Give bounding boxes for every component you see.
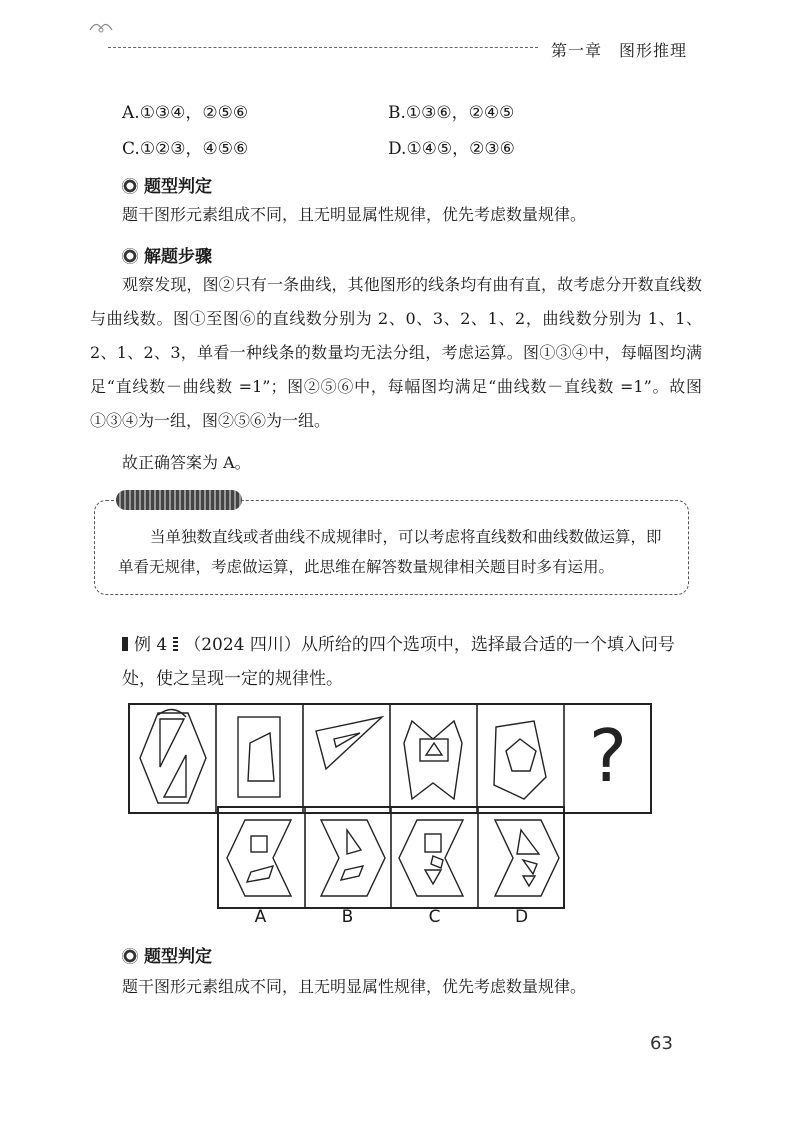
answer-figure-row	[217, 806, 565, 909]
example-marker-icon	[173, 637, 178, 651]
tip-text: 当单独数直线或者曲线不成规律时，可以考虑将直线数和曲线数做运算，即单看无规律，考虑做运算，此思维在解答数量规律相关题目时多有运用。	[118, 528, 662, 576]
section-heading-type	[122, 172, 212, 197]
chapter-title: 第一章 图形推理	[551, 41, 688, 60]
example-text: （2024 四川）从所给的四个选项中，选择最合适的一个填入问号处，使之呈现一定的规律性。	[122, 635, 675, 689]
question-figure-row	[128, 703, 652, 814]
section-title: 解题步骤	[144, 247, 212, 267]
steps-paragraph: 观察发现，图②只有一条曲线，其他图形的线条均有曲有直，故考虑分开数直线数与曲线数。图①至图⑥的直线数分别为 2、0、3、2、1、2，曲线数分别为 1、1、2、1、2、3，单看一种线条的数量均无法分组，考虑运算。图①③④中，每幅图均满足“直线数－曲线数 =1”；图②⑤⑥中，每幅图均满足“曲线数－直线数 =1”。故图①③④为一组，图②⑤⑥为一组。	[90, 275, 702, 430]
page-number: 63	[650, 1033, 673, 1054]
question-mark: ?	[588, 714, 628, 798]
question-figure-1	[140, 709, 206, 803]
option-value: ①③⑥，②④⑤	[405, 103, 515, 123]
tip-label-banner	[116, 490, 242, 510]
section-badge-icon	[122, 248, 138, 264]
option-b	[388, 98, 514, 123]
option-value: ①③④，②⑤⑥	[139, 103, 249, 123]
option-label: B.	[388, 103, 406, 123]
section-title: 题型判定	[144, 947, 212, 967]
section-title: 题型判定	[144, 177, 212, 197]
question-figure-3	[316, 717, 382, 769]
question-figure-4	[404, 721, 462, 799]
option-value: ①④⑤，②③⑥	[406, 139, 515, 159]
example-marker-icon	[122, 637, 128, 651]
type-text-2: 题干图形元素组成不同，且无明显属性规律，优先考虑数量规律。	[122, 977, 587, 996]
answer-text: 故正确答案为 A。	[122, 453, 251, 472]
option-label: C.	[122, 139, 140, 159]
option-label: A.	[122, 103, 140, 123]
option-label: D.	[388, 139, 407, 159]
section-badge-icon	[122, 948, 138, 964]
header-ornament-icon	[88, 18, 114, 36]
answer-figure-c	[399, 820, 463, 896]
answer-label-b: B	[341, 907, 354, 927]
answer-label-d: D	[514, 907, 529, 927]
answer-label-c: C	[428, 907, 441, 927]
section-heading-type-2	[122, 942, 212, 967]
option-value: ①②③，④⑤⑥	[139, 139, 249, 159]
type-text: 题干图形元素组成不同，且无明显属性规律，优先考虑数量规律。	[122, 205, 587, 224]
section-heading-steps	[122, 242, 212, 267]
answer-figure-b	[321, 820, 385, 896]
option-a	[122, 98, 248, 123]
answer-label-a: A	[254, 907, 267, 927]
question-figure-2	[238, 717, 280, 797]
example-number: 例 4	[134, 635, 168, 655]
answer-figure-a	[227, 820, 291, 896]
example-title	[122, 628, 682, 696]
section-badge-icon	[122, 178, 138, 194]
question-figure-5	[494, 721, 546, 799]
option-c	[122, 134, 248, 159]
answer-figure-d	[495, 820, 559, 896]
header-rule	[108, 47, 538, 48]
option-d	[388, 134, 515, 159]
